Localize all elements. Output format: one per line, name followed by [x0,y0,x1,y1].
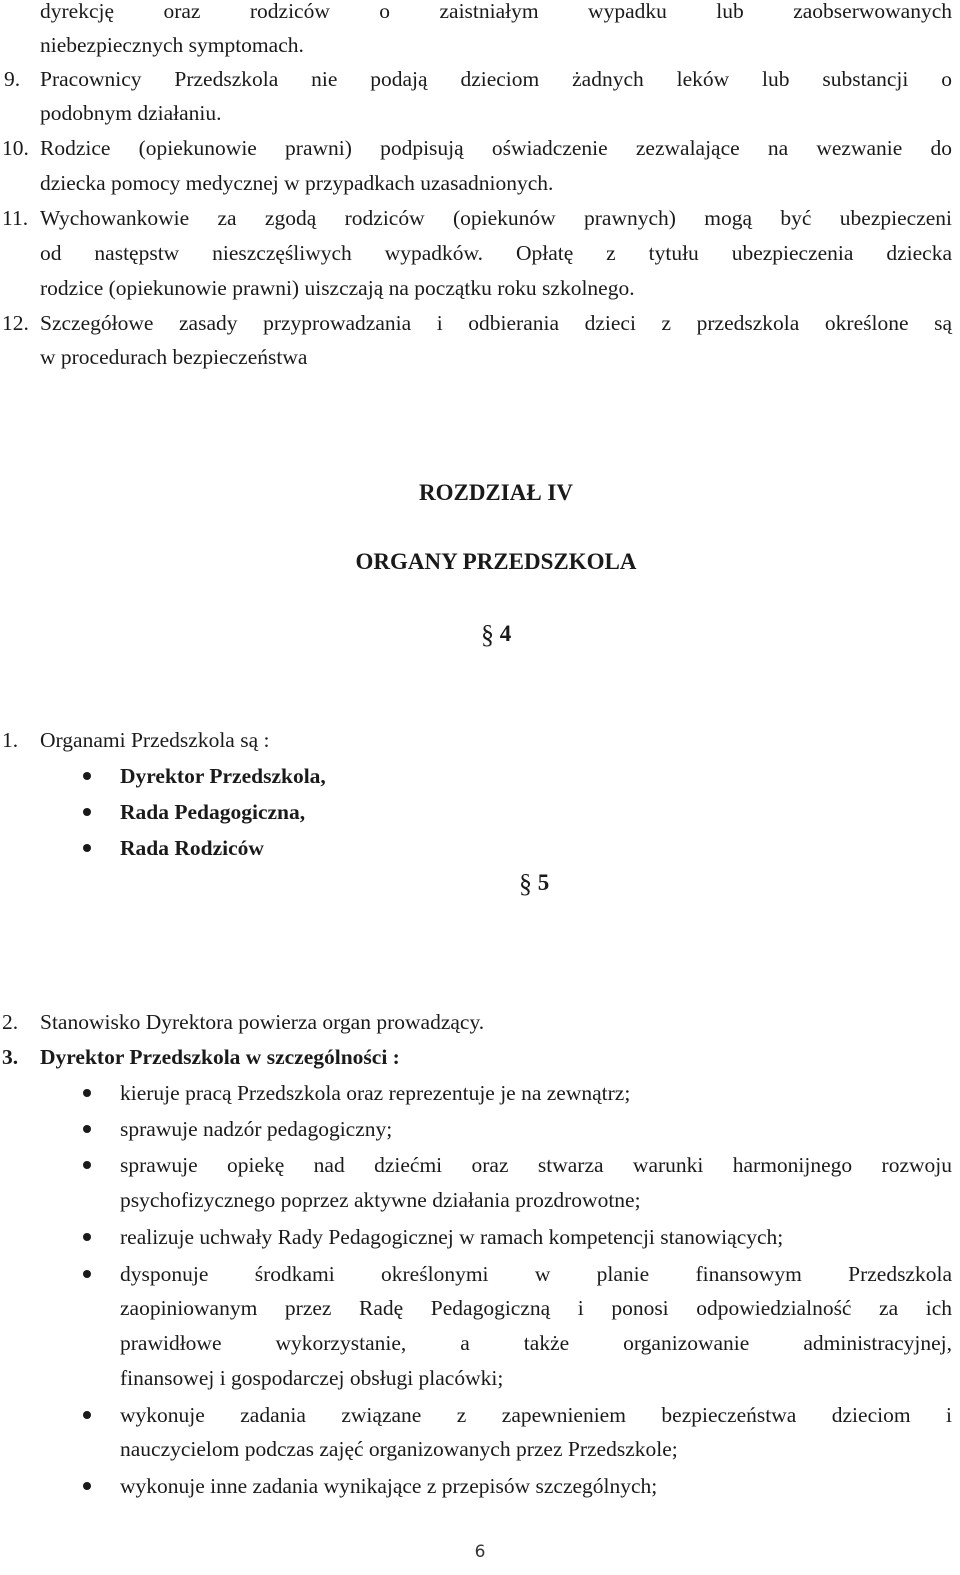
item-text: Stanowisko Dyrektora powierza organ prowadzący. [40,1010,485,1034]
bullet [83,808,91,816]
duty-item-cont: zaopiniowanym przez Radę Pedagogiczną i ponosi odpowiedzialność za ich [120,1296,952,1320]
organs-intro: Organami Przedszkola są : [40,728,270,752]
section-mark-5 [519,867,549,897]
item-text: Szczegółowe zasady przyprowadzania i odbierania dzieci z przedszkola określone są [40,311,952,335]
bullet [83,1125,91,1133]
duty-item: sprawuje opiekę nad dziećmi oraz stwarza warunki harmonijnego rozwoju [120,1153,952,1177]
chapter-title: ROZDZIAŁ IV [418,480,573,505]
chapter-subtitle: ORGANY PRZEDSZKOLA [355,549,637,574]
item-text: dziecka pomocy medycznej w przypadkach uzasadnionych. [40,171,554,195]
duty-item-cont: prawidłowe wykorzystanie, a także organizowanie administracyjnej, [120,1331,952,1355]
section-mark-4 [481,618,511,648]
bullet [83,772,91,780]
bullet [83,1233,91,1241]
duty-item-cont: psychofizycznego poprzez aktywne działania prozdrowotne; [120,1188,641,1212]
item-number: 12. [2,311,29,335]
item-number: 1. [2,728,19,752]
page-number: 6 [474,1542,486,1562]
item-number: 2. [2,1010,19,1034]
item-number: 11. [2,206,29,230]
item-text: Rodzice (opiekunowie prawni) podpisują oświadczenie zezwalające na wezwanie do [40,136,952,160]
duty-item: realizuje uchwały Rady Pedagogicznej w ramach kompetencji stanowiących; [120,1225,784,1249]
duty-item: dysponuje środkami określonymi w planie finansowym Przedszkola [120,1262,952,1286]
bullet [83,844,91,852]
organ-item: Rada Pedagogiczna, [120,800,306,824]
director-duties-heading: Dyrektor Przedszkola w szczególności : [40,1045,400,1069]
item-text: Pracownicy Przedszkola nie podają dzieciom żadnych leków lub substancji o [40,67,952,91]
duty-item-cont: finansowej i gospodarczej obsługi placówki; [120,1366,504,1390]
duty-item: wykonuje zadania związane z zapewnieniem bezpieczeństwa dzieciom i [120,1403,952,1427]
item-number: 9. [4,67,21,91]
item-text: od następstw nieszczęśliwych wypadków. Opłatę z tytułu ubezpieczenia dziecka [40,241,952,265]
organ-item: Dyrektor Przedszkola, [120,764,326,788]
section-sign: § [481,620,494,649]
duty-item-cont: nauczycielom podczas zajęć organizowanych przez Przedszkole; [120,1437,678,1461]
bullet [83,1089,91,1097]
bullet [83,1411,91,1419]
continuation-line: niebezpiecznych symptomach. [40,33,304,57]
duty-item: kieruje pracą Przedszkola oraz reprezentuje je na zewnątrz; [120,1081,631,1105]
duty-item: wykonuje inne zadania wynikające z przepisów szczególnych; [120,1474,658,1498]
continuation-line: dyrekcję oraz rodziców o zaistniałym wypadku lub zaobserwowanych [40,0,952,23]
section-number: 4 [499,621,512,646]
section-sign: § [519,869,532,898]
section-number: 5 [537,870,550,895]
item-number: 3. [2,1045,19,1069]
bullet [83,1482,91,1490]
item-text: w procedurach bezpieczeństwa [40,345,308,369]
item-text: rodzice (opiekunowie prawni) uiszczają na początku roku szkolnego. [40,276,635,300]
item-text: podobnym działaniu. [40,101,222,125]
organ-item: Rada Rodziców [120,836,264,860]
bullet [83,1270,91,1278]
item-number: 10. [2,136,29,160]
bullet [83,1161,91,1169]
duty-item: sprawuje nadzór pedagogiczny; [120,1117,393,1141]
item-text: Wychowankowie za zgodą rodziców (opiekunów prawnych) mogą być ubezpieczeni [40,206,952,230]
